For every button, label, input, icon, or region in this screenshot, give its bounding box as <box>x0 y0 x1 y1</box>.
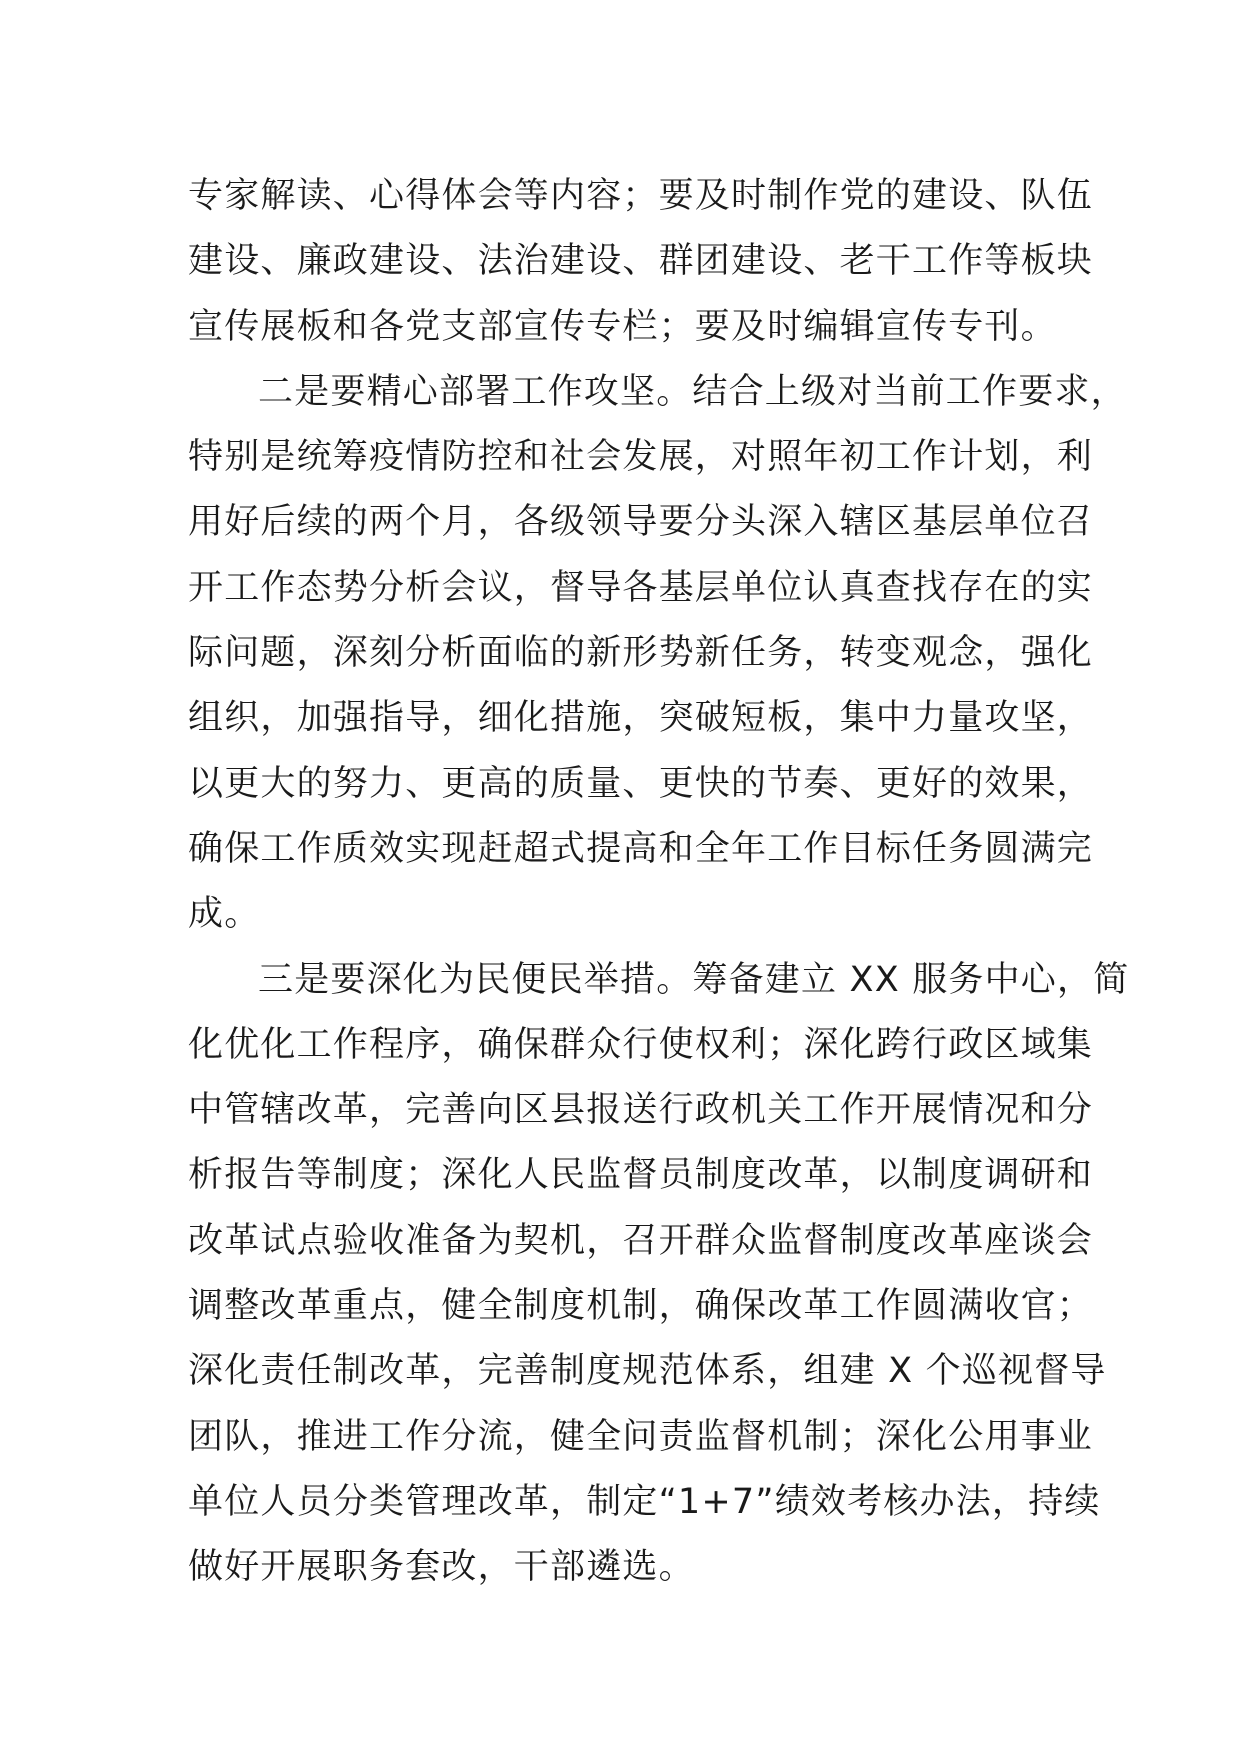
text-line: 深化责任制改革，完善制度规范体系，组建 X 个巡视督导 <box>188 1351 1107 1392</box>
paragraph-2 <box>188 360 1127 948</box>
text-line: 组织，加强指导，细化措施，突破短板，集中力量攻坚， <box>188 698 1094 739</box>
text-line: 确保工作质效实现赶超式提高和全年工作目标任务圆满完 <box>188 828 1094 869</box>
text-line: 单位人员分类管理改革，制定“1+7”绩效考核办法，持续 <box>188 1481 1101 1522</box>
document-body <box>188 164 1130 1601</box>
text-line: 中管辖改革，完善向区县报送行政机关工作开展情况和分 <box>188 1090 1094 1131</box>
text-line: 做好开展职务套改，干部遴选。 <box>188 1547 695 1588</box>
paragraph-3 <box>188 948 1130 1601</box>
text-line: 专家解读、心得体会等内容；要及时制作党的建设、队伍 <box>188 176 1094 216</box>
text-line: 特别是统筹疫情防控和社会发展，对照年初工作计划，利 <box>188 437 1094 478</box>
text-line: 际问题，深刻分析面临的新形势新任务，转变观念，强化 <box>188 633 1094 674</box>
text-line: 三是要深化为民便民举措。筹备建立 XX 服务中心，简 <box>258 959 1130 1000</box>
paragraph-1 <box>188 164 1094 360</box>
text-line: 析报告等制度；深化人民监督员制度改革，以制度调研和 <box>188 1155 1094 1196</box>
text-line: 二是要精心部署工作攻坚。结合上级对当前工作要求， <box>258 371 1127 412</box>
text-line: 用好后续的两个月，各级领导要分头深入辖区基层单位召 <box>188 502 1094 543</box>
text-line: 以更大的努力、更高的质量、更快的节奏、更好的效果， <box>188 763 1094 804</box>
text-line: 调整改革重点，健全制度机制，确保改革工作圆满收官； <box>188 1286 1094 1327</box>
text-line: 改革试点验收准备为契机，召开群众监督制度改革座谈会 <box>188 1220 1094 1261</box>
text-line: 开工作态势分析会议，督导各基层单位认真查找存在的实 <box>188 567 1094 608</box>
text-line: 成。 <box>188 894 261 935</box>
text-line: 建设、廉政建设、法治建设、群团建设、老干工作等板块 <box>188 241 1094 282</box>
text-line: 化优化工作程序，确保群众行使权利；深化跨行政区域集 <box>188 1024 1094 1065</box>
text-line: 团队，推进工作分流，健全问责监督机制；深化公用事业 <box>188 1416 1094 1457</box>
text-line: 宣传展板和各党支部宣传专栏；要及时编辑宣传专刊。 <box>188 306 1057 347</box>
